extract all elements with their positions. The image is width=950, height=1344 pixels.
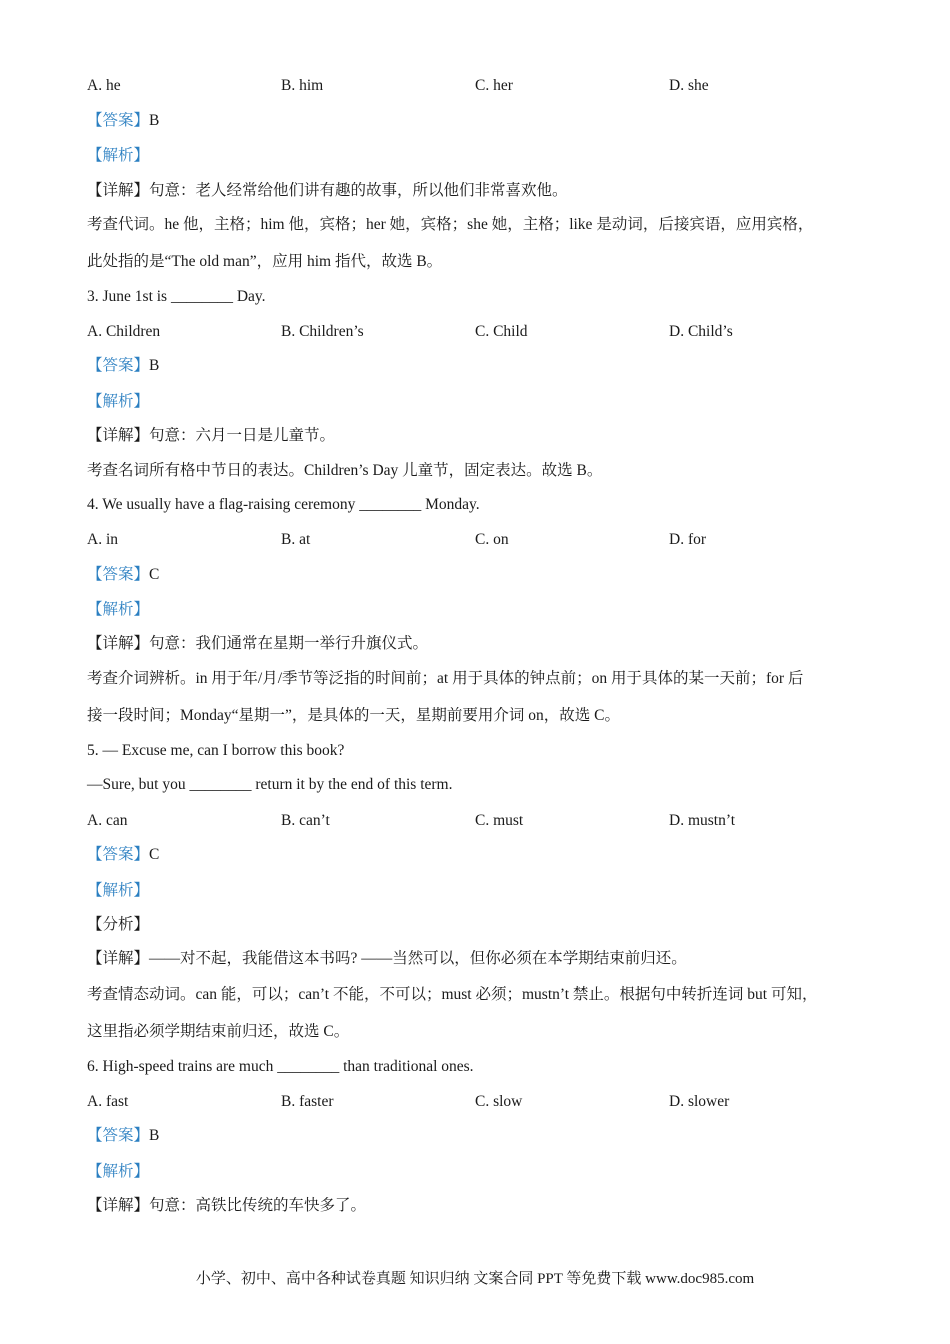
q6-answer-value: B: [149, 1127, 160, 1144]
q5-explain-1: 考查情态动词。can 能，可以；can’t 不能，不可以；must 必须；mustn’t 禁止。根据句中转折连词 but 可知，: [87, 986, 818, 1003]
q3-option-b: B. Children’s: [281, 323, 364, 340]
q2-explain-2: 此处指的是“The old man”，应用 him 指代，故选 B。: [87, 253, 443, 270]
q5-detail-text: ——对不起，我能借这本书吗? ——当然可以，但你必须在本学期结束前归还。: [149, 950, 687, 967]
q2-option-b: B. him: [281, 77, 324, 94]
q6-detail: [87, 1195, 864, 1217]
q6-option-d: D. slower: [669, 1093, 730, 1110]
q4-explain-2: 接一段时间；Monday“星期一”，是具体的一天，星期前要用介词 on，故选 C。: [87, 707, 621, 724]
detail-label: 【详解】: [87, 950, 150, 967]
q6-detail-text: 句意：高铁比传统的车快多了。: [149, 1197, 367, 1214]
answer-label: 【答案】: [87, 112, 150, 129]
q3-answer-value: B: [149, 357, 160, 374]
q4-explain-1: 考查介词辨析。in 用于年/月/季节等泛指的时间前；at 用于具体的钟点前；on 用于具体的某一天前；for 后: [87, 670, 804, 687]
q4-answer-value: C: [149, 566, 160, 583]
q4-option-a: A. in: [87, 531, 118, 548]
q5-analysis: [87, 880, 864, 902]
answer-label: 【答案】: [87, 1127, 150, 1144]
analysis-label: 【解析】: [87, 393, 150, 410]
q4-question: 4. We usually have a flag-raising ceremony ________ Monday.: [87, 496, 480, 513]
q5-option-b: B. can’t: [281, 812, 330, 829]
q3-explain-1: 考查名词所有格中节日的表达。Children’s Day 儿童节，固定表达。故选 B。: [87, 462, 603, 479]
q5-fenxi: [87, 914, 864, 936]
q2-detail-text: 句意：老人经常给他们讲有趣的故事，所以他们非常喜欢他。: [149, 182, 568, 199]
analysis-label: 【解析】: [87, 601, 150, 618]
q6-analysis: [87, 1161, 864, 1183]
page-footer: 小学、初中、高中各种试卷真题 知识归纳 文案合同 PPT 等免费下载 www.doc985.com: [195, 1271, 755, 1287]
q5-option-a: A. can: [87, 812, 128, 829]
q5-detail: [87, 948, 864, 970]
q2-option-a: A. he: [87, 77, 121, 94]
q4-detail: [87, 633, 864, 655]
q5-answer: [87, 844, 864, 866]
detail-label: 【详解】: [87, 427, 150, 444]
q3-option-c: C. Child: [475, 323, 528, 340]
q5-option-c: C. must: [475, 812, 524, 829]
q6-answer: [87, 1125, 864, 1147]
q6-option-a: A. fast: [87, 1093, 129, 1110]
q5-question-1: 5. — Excuse me, can I borrow this book?: [87, 742, 345, 759]
q3-option-d: D. Child’s: [669, 323, 733, 340]
q2-detail: [87, 180, 864, 202]
q6-option-b: B. faster: [281, 1093, 334, 1110]
q5-answer-value: C: [149, 846, 160, 863]
q5-option-d: D. mustn’t: [669, 812, 736, 829]
answer-label: 【答案】: [87, 846, 150, 863]
q4-option-d: D. for: [669, 531, 707, 548]
q2-explain-1: 考查代词。he 他，主格；him 他，宾格；her 她，宾格；she 她，主格；like 是动词，后接宾语，应用宾格，: [87, 216, 814, 233]
answer-label: 【答案】: [87, 357, 150, 374]
analysis-label: 【解析】: [87, 882, 150, 899]
q4-detail-text: 句意：我们通常在星期一举行升旗仪式。: [149, 635, 429, 652]
q5-explain-2: 这里指必须学期结束前归还，故选 C。: [87, 1023, 350, 1040]
analysis-label: 【解析】: [87, 147, 150, 164]
answer-label: 【答案】: [87, 566, 150, 583]
q2-answer-value: B: [149, 112, 160, 129]
q2-option-d: D. she: [669, 77, 709, 94]
q6-option-c: C. slow: [475, 1093, 523, 1110]
q5-question-2: —Sure, but you ________ return it by the end of this term.: [87, 776, 453, 793]
q4-answer: [87, 564, 864, 586]
q3-detail-text: 句意：六月一日是儿童节。: [149, 427, 336, 444]
q4-analysis: [87, 599, 864, 621]
q3-detail: [87, 425, 864, 447]
q3-option-a: A. Children: [87, 323, 161, 340]
detail-label: 【详解】: [87, 1197, 150, 1214]
detail-label: 【详解】: [87, 182, 150, 199]
q2-analysis: [87, 145, 864, 167]
q2-answer: [87, 110, 864, 132]
q3-answer: [87, 355, 864, 377]
analysis-label: 【解析】: [87, 1163, 150, 1180]
q4-option-c: C. on: [475, 531, 509, 548]
q3-analysis: [87, 391, 864, 413]
fenxi-label: 【分析】: [87, 916, 150, 933]
q4-option-b: B. at: [281, 531, 311, 548]
q3-question: 3. June 1st is ________ Day.: [87, 288, 266, 305]
q2-option-c: C. her: [475, 77, 513, 94]
detail-label: 【详解】: [87, 635, 150, 652]
q6-question: 6. High-speed trains are much ________ than traditional ones.: [87, 1058, 474, 1075]
